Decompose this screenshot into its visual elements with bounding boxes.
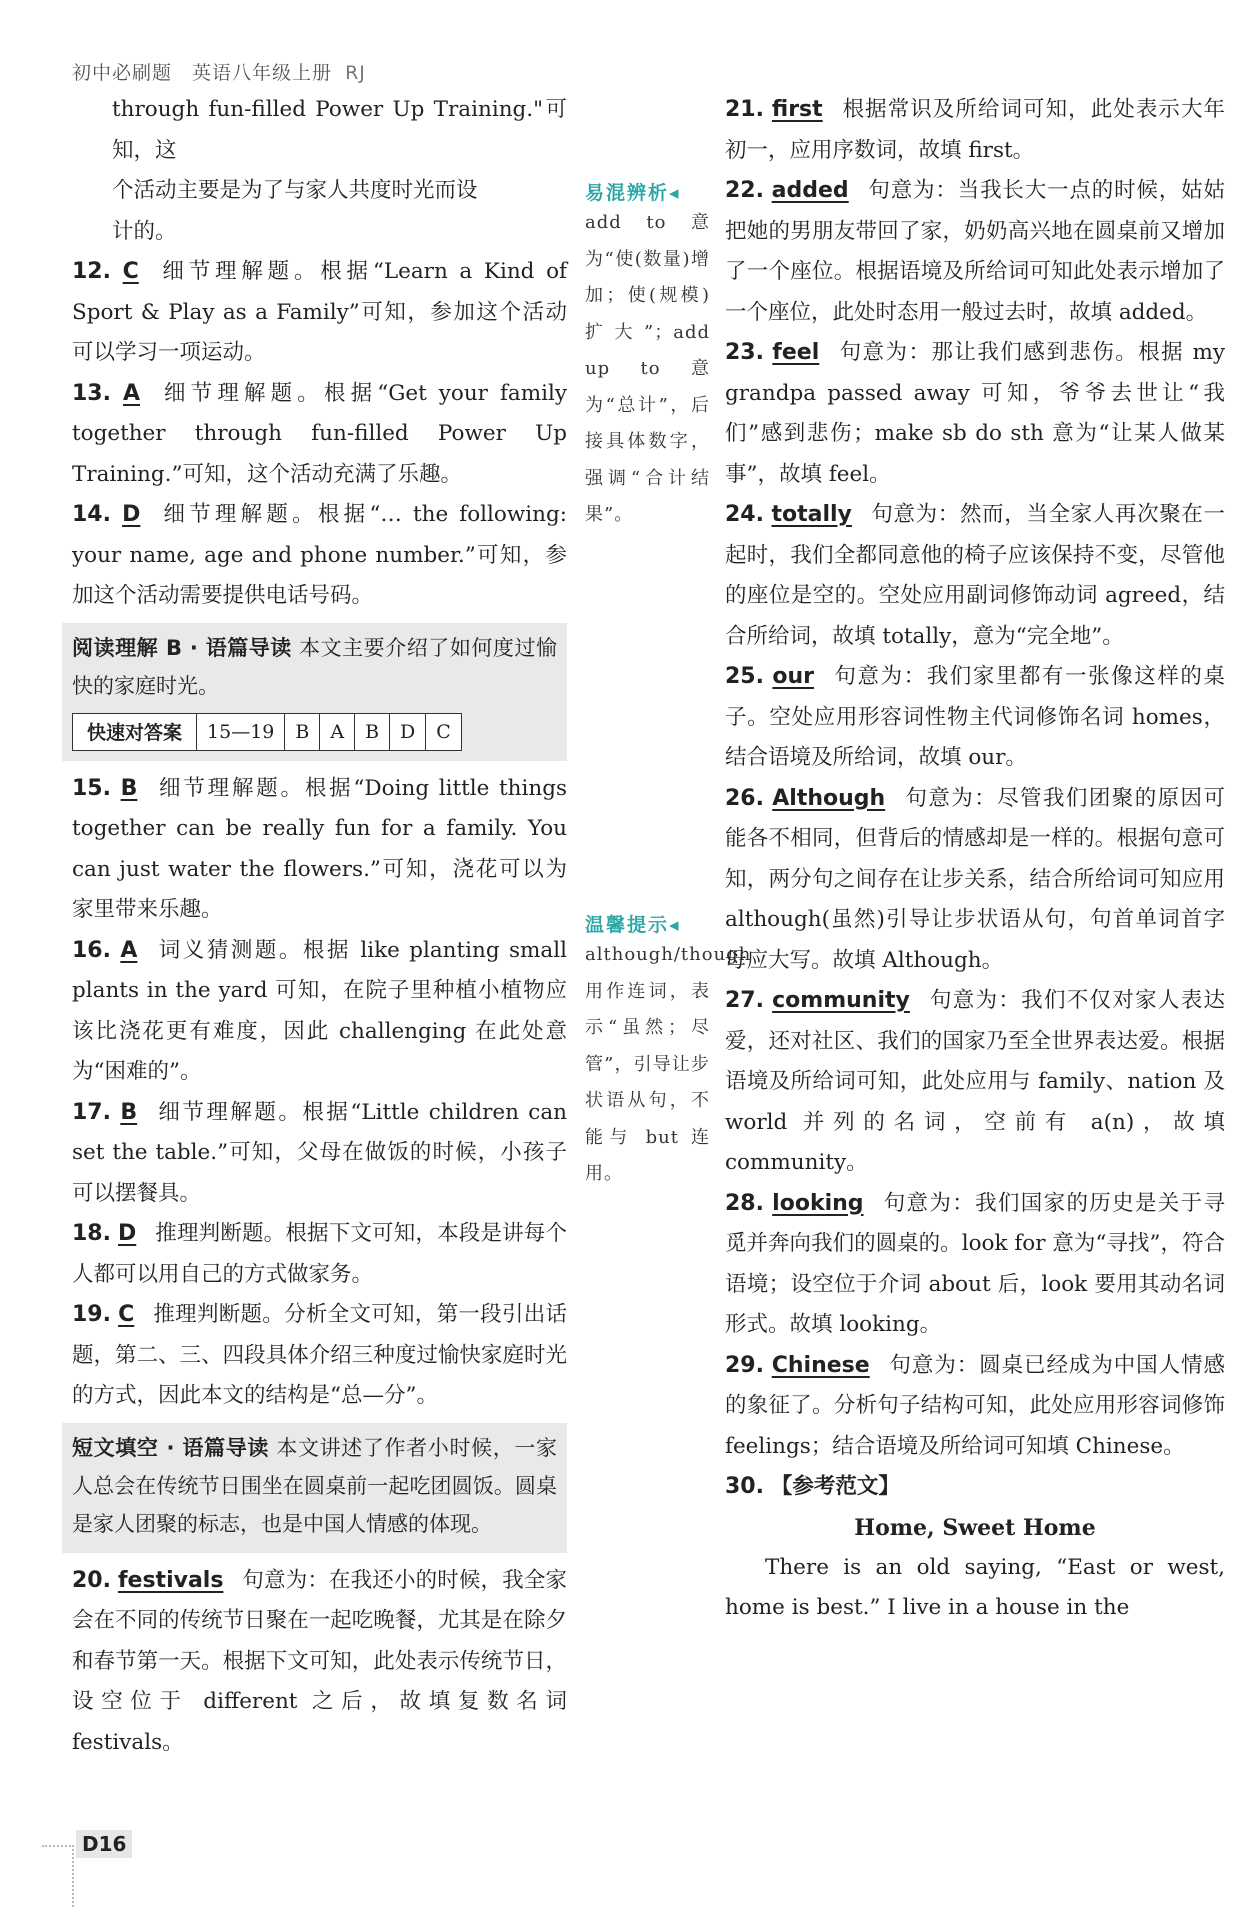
item-number: 29. <box>725 1352 764 1378</box>
item-number: 12. <box>72 259 111 284</box>
note-tag: 易混辨析◂ <box>585 182 681 204</box>
reading-b-guide <box>62 623 567 761</box>
item-explanation: 句意为：我们家里都有一张像这样的桌子。空处应用形容词性物主代词修饰名词 homes，结合语境及所给词，故填 our。 <box>725 664 1225 770</box>
pointer-icon: ◂ <box>669 182 681 204</box>
item-number: 23. <box>725 340 764 365</box>
item-explanation: 细节理解题。根据“Get your family together through fun-filled Power Up Training.”可知，这个活动充满了乐趣。 <box>72 380 568 487</box>
answer-item-17 <box>72 1093 567 1215</box>
right-column <box>725 90 1225 1629</box>
note-text: add to 意为“使(数量)增加；使(规模)扩大”；add up to 意为“总计”，后接具体数字，强调“合计结果”。 <box>585 212 710 525</box>
item-answer: C <box>122 259 139 284</box>
item-answer: Although <box>772 785 886 811</box>
quick-answer-table <box>72 713 462 751</box>
item-explanation: 细节理解题。根据“Little children can set the table.”可知，父母在做饭的时候，小孩子可以摆餐具。 <box>72 1099 567 1206</box>
answer-item-28 <box>725 1184 1225 1346</box>
item-answer: community <box>772 988 910 1013</box>
note-tag: 温馨提示◂ <box>585 914 681 936</box>
guide-title: 阅读理解 B · 语篇导读 <box>72 635 292 660</box>
item-answer: A <box>120 937 138 963</box>
item-answer: added <box>771 178 849 203</box>
item-explanation: 句意为：圆桌已经成为中国人情感的象征了。分析句子结构可知，此处应用形容词修饰 feelings；结合语境及所给词可知填 Chinese。 <box>725 1352 1225 1459</box>
item-number: 24. <box>725 502 764 527</box>
guide-title: 短文填空 · 语篇导读 <box>72 1435 269 1460</box>
item-number: 14. <box>72 502 111 527</box>
item-number: 28. <box>725 1190 764 1216</box>
answer-item-15 <box>72 769 567 931</box>
left-column <box>72 90 567 1763</box>
item-explanation: 句意为：在我还小的时候，我全家会在不同的传统节日聚在一起吃晚餐，尤其是在除夕和春节第一天。根据下文可知，此处表示传统节日，设空位于 different 之后，故填复数名词 festivals。 <box>72 1567 567 1755</box>
item-explanation: 句意为：然而，当全家人再次聚在一起时，我们全都同意他的椅子应该保持不变，尽管他的座位是空的。空处应用副词修饰动词 agreed，结合所给词，故填 totally，意为“完全地”。 <box>725 502 1225 649</box>
item-number: 16. <box>72 937 111 963</box>
answer-item-26 <box>725 779 1225 982</box>
answer-item-12 <box>72 252 567 374</box>
item-answer: totally <box>771 502 852 527</box>
answer-item-29 <box>725 1346 1225 1468</box>
answer-item-14 <box>72 495 567 617</box>
sample-essay-label: 【参考范文】 <box>770 1474 900 1499</box>
item-explanation: 句意为：当我长大一点的时候，姑姑把她的男朋友带回了家，奶奶高兴地在圆桌前又增加了一个座位。根据语境及所给词可知此处表示增加了一个座位，此处时态用一般过去时，故填 added。 <box>725 178 1225 325</box>
edition-label: RJ <box>345 62 366 84</box>
item-explanation: 根据常识及所给词可知，此处表示大年初一，应用序数词，故填 first。 <box>725 97 1225 163</box>
page-number: D16 <box>76 1830 132 1858</box>
quick-answer-cell: B <box>355 713 390 750</box>
item-explanation: 推理判断题。根据下文可知，本段是讲每个人都可以用自己的方式做家务。 <box>72 1221 567 1287</box>
answer-item-22 <box>725 171 1225 333</box>
pointer-icon: ◂ <box>669 914 681 936</box>
answer-item-25 <box>725 657 1225 779</box>
item-number: 26. <box>725 785 764 811</box>
item-answer: feel <box>772 340 820 365</box>
guide-summary: 本文主要介绍了如何度过愉快的家庭时光。 <box>72 635 557 698</box>
page-header <box>72 58 366 85</box>
item-answer: our <box>772 664 815 689</box>
item-explanation: 句意为：尽管我们团聚的原因可能各不相同，但背后的情感却是一样的。根据句意可知，两分句之间存在让步关系，结合所给词可知应用 although(虽然)引导让步状语从句，句首单词首字母应大写。故填 Although。 <box>725 785 1225 973</box>
answer-item-27 <box>725 981 1225 1184</box>
answer-item-23 <box>725 333 1225 495</box>
book-title: 初中必刷题 英语八年级上册 <box>72 62 333 84</box>
corner-decoration <box>42 1845 74 1907</box>
item-answer: C <box>118 1302 135 1327</box>
item-number: 17. <box>72 1099 111 1125</box>
item-answer: festivals <box>117 1567 224 1593</box>
quick-answer-range: 15—19 <box>197 713 285 750</box>
intro-line-3: 计的。 <box>112 218 177 244</box>
item-number: 27. <box>725 988 764 1013</box>
essay-title: Home, Sweet Home <box>854 1514 1096 1541</box>
quick-answer-label: 快速对答案 <box>73 713 197 750</box>
answer-item-16 <box>72 931 567 1093</box>
quick-answer-cell: C <box>426 713 462 750</box>
answer-item-30 <box>725 1467 1225 1508</box>
answer-item-21 <box>725 90 1225 171</box>
item-answer: Chinese <box>771 1352 870 1378</box>
essay-text: There is an old saying, “East or west, home is best.” I live in a house in the <box>725 1554 1225 1620</box>
answer-item-18 <box>72 1214 567 1295</box>
quick-answer-cell: B <box>285 713 320 750</box>
item-number: 13. <box>72 380 111 406</box>
item-explanation: 细节理解题。根据“Doing little things together can be really fun for a family. You can just water the flowers.”可知，浇花可以为家里带来乐趣。 <box>72 775 567 922</box>
item-number: 30. <box>725 1474 764 1499</box>
cloze-guide <box>62 1423 567 1553</box>
item-number: 20. <box>72 1567 111 1593</box>
item-answer: B <box>120 775 138 801</box>
item-explanation: 细节理解题。根据“Learn a Kind of Sport & Play as a Family”可知，参加这个活动可以学习一项运动。 <box>72 259 567 365</box>
item-explanation: 句意为：我们不仅对家人表达爱，还对社区、我们的国家乃至全世界表达爱。根据语境及所给词可知，此处应用与 family、nation 及 world 并列的名词，空前有 a(n)，故填 community。 <box>725 988 1225 1175</box>
item-number: 21. <box>725 97 764 122</box>
item-explanation: 推理判断题。分析全文可知，第一段引出话题，第二、三、四段具体介绍三种度过愉快家庭时光的方式，因此本文的结构是“总—分”。 <box>72 1302 567 1408</box>
item-number: 19. <box>72 1302 111 1327</box>
item-answer: first <box>771 97 823 122</box>
item-answer: B <box>120 1099 138 1125</box>
intro-line-2: 个活动主要是为了与家人共度时光而设 <box>112 178 478 203</box>
intro-line-1: through fun-filled Power Up Training."可知，这 <box>112 97 567 163</box>
item-number: 25. <box>725 664 764 689</box>
quick-answer-cell: D <box>390 713 426 750</box>
item-number: 22. <box>725 178 764 203</box>
item-answer: D <box>122 502 141 527</box>
answer-item-19 <box>72 1295 567 1417</box>
answer-item-20 <box>72 1561 567 1764</box>
answer-item-13 <box>72 374 567 496</box>
quick-answer-cell: A <box>320 713 355 750</box>
item-explanation: 词义猜测题。根据 like planting small plants in the yard 可知，在院子里种植小植物应该比浇花更有难度，因此 challenging 在此处意为“困难的”。 <box>72 937 567 1084</box>
note-text: although/though 用作连词，表示“虽然；尽管”，引导让步状语从句，不能与 but 连用。 <box>585 944 752 1184</box>
item-explanation: 句意为：我们国家的历史是关于寻觅并奔向我们的圆桌的。look for 意为“寻找”，符合语境；设空位于介词 about 后，look 要用其动名词形式。故填 looking。 <box>725 1190 1225 1337</box>
answer-item-24 <box>725 495 1225 657</box>
item-explanation: 句意为：那让我们感到悲伤。根据 my grandpa passed away 可知，爷爷去世让“我们”感到悲伤；make sb do sth 意为“让某人做某事”，故填 feel。 <box>725 340 1225 487</box>
guide-summary: 本文讲述了作者小时候，一家人总会在传统节日围坐在圆桌前一起吃团圆饭。圆桌是家人团聚的标志，也是中国人情感的体现。 <box>72 1435 557 1536</box>
item-answer: D <box>118 1221 137 1246</box>
item-number: 18. <box>72 1221 111 1246</box>
confusable-note <box>585 178 710 534</box>
item-answer: A <box>122 380 141 406</box>
item-answer: looking <box>772 1190 864 1216</box>
item-explanation: 细节理解题。根据“… the following: your name, age and phone number.”可知，参加这个活动需要提供电话号码。 <box>72 502 568 608</box>
item-number: 15. <box>72 775 111 801</box>
